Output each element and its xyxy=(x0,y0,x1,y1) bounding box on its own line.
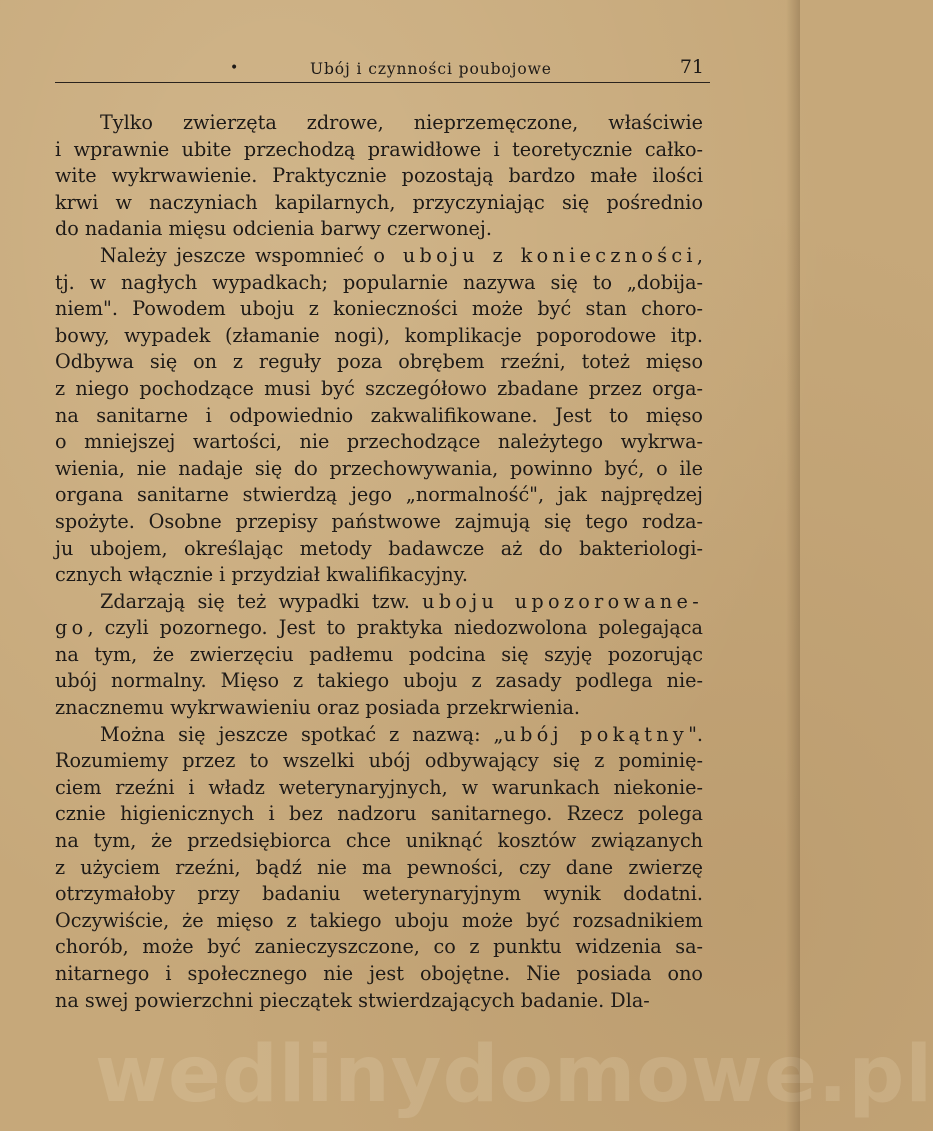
text-segment: ju ubojem, określając metody badawcze aż do bakteriologi- xyxy=(55,536,703,560)
text-segment: ubój normalny. Mięso z takiego uboju z zasady podlega nie- xyxy=(55,669,703,693)
emphasized-term: o uboju z konieczności xyxy=(373,243,697,267)
text-line xyxy=(55,243,703,270)
text-line xyxy=(55,562,703,589)
text-line xyxy=(55,509,703,536)
text-line xyxy=(55,403,703,430)
text-line xyxy=(55,881,703,908)
paragraph xyxy=(55,110,703,243)
text-segment: wienia, nie nadaje się do przechowywania, powinno być, o ile xyxy=(55,456,703,480)
text-line xyxy=(55,722,703,749)
text-segment: Zdarzają się też wypadki tzw. xyxy=(100,589,423,613)
text-line xyxy=(55,110,703,137)
text-line xyxy=(55,775,703,802)
paragraph xyxy=(55,589,703,722)
text-line xyxy=(55,961,703,988)
text-segment: organa sanitarne stwierdzą jego „normalność", jak najprędzej xyxy=(55,483,703,507)
text-line xyxy=(55,216,703,243)
text-line xyxy=(55,934,703,961)
text-segment: bowy, wypadek (złamanie nogi), komplikacje poporodowe itp. xyxy=(55,323,703,347)
text-segment: chorób, może być zanieczyszczone, co z punktu widzenia sa- xyxy=(55,935,703,959)
text-segment: niem". Powodem uboju z konieczności może być stan choro- xyxy=(55,297,703,321)
running-head xyxy=(55,54,710,83)
text-line xyxy=(55,137,703,164)
text-segment: na tym, że przedsiębiorca chce uniknąć kosztów związanych xyxy=(55,829,703,853)
text-segment: Odbywa się on z reguły poza obrębem rzeźni, toteż mięso xyxy=(55,350,703,374)
text-segment: krwi w naczyniach kapilarnych, przyczyniając się pośrednio xyxy=(55,190,703,214)
text-segment: nitarnego i społecznego nie jest obojętne. Nie posiada ono xyxy=(55,962,703,985)
text-segment: ciem rzeźni i władz weterynaryjnych, w warunkach niekonie- xyxy=(55,775,703,799)
text-line xyxy=(55,801,703,828)
body-text xyxy=(55,110,703,1014)
paragraph xyxy=(55,722,703,1015)
text-line xyxy=(55,615,703,642)
text-line xyxy=(55,349,703,376)
text-segment: na tym, że zwierzęciu padłemu podcina się szyję pozorując xyxy=(55,642,703,666)
text-segment: otrzymałoby przy badaniu weterynaryjnym wynik dodatni. xyxy=(55,882,703,906)
text-segment: spożyte. Osobne przepisy państwowe zajmują się tego rodza- xyxy=(55,509,703,533)
text-segment: z niego pochodzące musi być szczegółowo zbadane przez orga- xyxy=(55,376,703,400)
text-line xyxy=(55,270,703,297)
text-segment: o mniejszej wartości, nie przechodzące należytego wykrwa- xyxy=(55,430,703,454)
text-line xyxy=(55,482,703,509)
text-line xyxy=(55,429,703,456)
text-segment: cznych włącznie i przydział kwalifikacyjny. xyxy=(55,563,468,587)
header-bullet: • xyxy=(230,60,239,76)
text-line xyxy=(55,323,703,350)
text-segment: Tylko zwierzęta zdrowe, nieprzemęczone, właściwie xyxy=(100,111,703,134)
text-line xyxy=(55,695,703,722)
text-segment: , czyli pozornego. Jest to praktyka niedozwolona polegająca xyxy=(87,616,703,640)
text-segment: , xyxy=(696,243,703,267)
chapter-title: Ubój i czynności poubojowe xyxy=(310,60,552,78)
text-line xyxy=(55,828,703,855)
paragraph xyxy=(55,243,703,589)
text-line xyxy=(55,190,703,217)
emphasized-term: uboju upozorowane- xyxy=(422,589,703,613)
text-line xyxy=(55,456,703,483)
text-segment: do nadania mięsu odcienia barwy czerwonej. xyxy=(55,217,492,241)
text-line xyxy=(55,908,703,935)
text-line xyxy=(55,376,703,403)
text-segment: Rozumiemy przez to wszelki ubój odbywający się z pominię- xyxy=(55,749,703,773)
text-segment: na swej powierzchni pieczątek stwierdzających badanie. Dla- xyxy=(55,988,650,1012)
emphasized-term: ubój pokątny xyxy=(503,722,689,746)
text-line xyxy=(55,855,703,882)
text-segment: wite wykrwawienie. Praktycznie pozostają bardzo małe ilości xyxy=(55,164,703,188)
watermark: wedlinydomowe.pl xyxy=(95,1030,933,1120)
text-line xyxy=(55,642,703,669)
text-line xyxy=(55,296,703,323)
text-segment: na sanitarne i odpowiednio zakwalifikowane. Jest to mięso xyxy=(55,403,703,427)
text-segment: ". xyxy=(688,722,704,746)
page-number: 71 xyxy=(679,56,704,78)
text-segment: tj. w nagłych wypadkach; popularnie nazywa się to „dobija- xyxy=(55,270,703,294)
text-segment: znacznemu wykrwawieniu oraz posiada przekrwienia. xyxy=(55,696,581,720)
text-line xyxy=(55,536,703,563)
text-line xyxy=(55,988,703,1015)
text-segment: Można się jeszcze spotkać z nazwą: „ xyxy=(100,722,504,746)
text-segment: cznie higienicznych i bez nadzoru sanitarnego. Rzecz polega xyxy=(55,802,703,826)
text-segment: i wprawnie ubite przechodzą prawidłowe i teoretycznie całko- xyxy=(55,137,703,161)
text-segment: Należy jeszcze wspomnieć xyxy=(100,243,374,267)
emphasized-term: go xyxy=(55,616,88,640)
text-segment: z użyciem rzeźni, bądź nie ma pewności, czy dane zwierzę xyxy=(55,855,703,879)
text-line xyxy=(55,163,703,190)
text-line xyxy=(55,668,703,695)
text-segment: Oczywiście, że mięso z takiego uboju może być rozsadnikiem xyxy=(55,908,703,932)
text-line xyxy=(55,748,703,775)
text-line xyxy=(55,589,703,616)
page-edge-shadow xyxy=(786,0,800,1131)
